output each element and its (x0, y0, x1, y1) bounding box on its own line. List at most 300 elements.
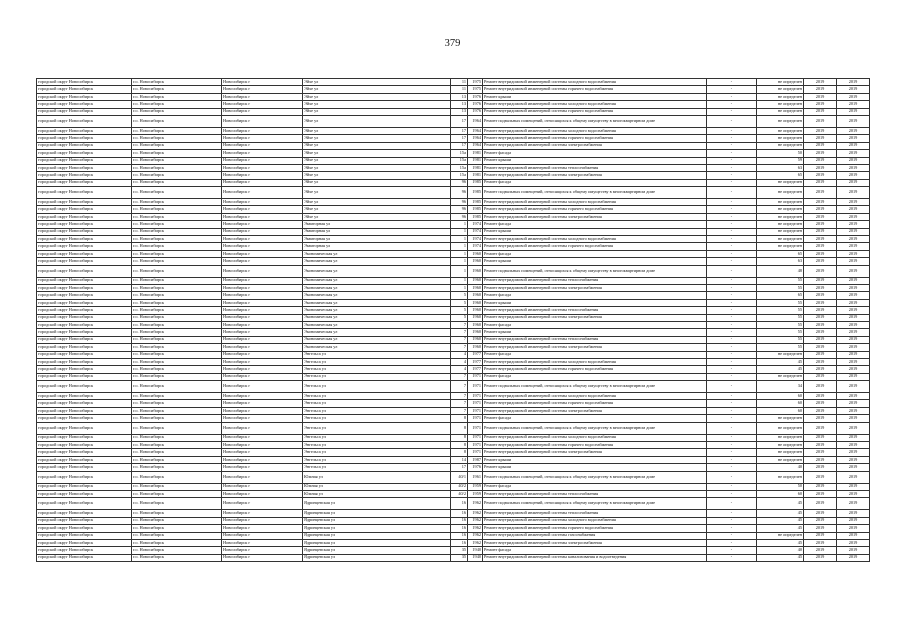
cell-work-type: Ремонт внутридомовой инженерной системы холодного водоснабжения (483, 517, 707, 524)
cell-house: 7 (451, 321, 468, 328)
cell-year: 1974 (468, 221, 483, 228)
cell-work-type: Ремонт внутридомовой инженерной системы холодного водоснабжения (483, 127, 707, 134)
cell-year-start: 2019 (804, 422, 837, 434)
cell-city: Новосибирск г (222, 243, 303, 250)
cell-year-end: 2019 (837, 498, 870, 510)
table-row (37, 164, 870, 171)
cell-year: 1960 (468, 344, 483, 351)
cell-okrug: городской округ Новосибирск (37, 351, 132, 358)
cell-city: Новосибирск г (222, 292, 303, 299)
cell-street: Эйхе ул (303, 150, 451, 157)
cell-street: Ядринцевская ул (303, 539, 451, 546)
cell-area: - (707, 321, 757, 328)
cell-area: - (707, 393, 757, 400)
cell-year-start: 2019 (804, 221, 837, 228)
cell-house: 16 (451, 539, 468, 546)
cell-okrug: городской округ Новосибирск (37, 344, 132, 351)
table-row (37, 277, 870, 284)
cell-street: Энгельса ул (303, 415, 451, 422)
cell-work-type: Ремонт фасада (483, 415, 707, 422)
cell-city: Новосибирск г (222, 532, 303, 539)
cell-settlement: г.о. Новосибирск (132, 498, 222, 510)
cell-year-end: 2019 (837, 456, 870, 463)
cell-year-end: 2019 (837, 142, 870, 149)
cell-year: 1960 (468, 307, 483, 314)
cell-cost: не определен (757, 532, 804, 539)
table-row (37, 539, 870, 546)
cell-work-type: Ремонт подвальных помещений, относящихся к общему имуществу в многоквартирном доме (483, 498, 707, 510)
cell-street: Энгельса ул (303, 464, 451, 471)
cell-area: - (707, 517, 757, 524)
cell-street: Энгельса ул (303, 373, 451, 380)
cell-street: Южная ул (303, 490, 451, 497)
cell-cost: не определен (757, 442, 804, 449)
cell-house: 1 (451, 284, 468, 291)
cell-settlement: г.о. Новосибирск (132, 108, 222, 115)
cell-year-end: 2019 (837, 381, 870, 393)
cell-year-end: 2019 (837, 547, 870, 554)
cell-work-type: Ремонт фасада (483, 351, 707, 358)
cell-year-end: 2019 (837, 93, 870, 100)
cell-settlement: г.о. Новосибирск (132, 366, 222, 373)
page-number: 379 (444, 38, 461, 49)
cell-year-end: 2019 (837, 213, 870, 220)
cell-work-type: Ремонт фасада (483, 321, 707, 328)
cell-year-end: 2019 (837, 442, 870, 449)
cell-house: 17 (451, 135, 468, 142)
cell-okrug: городской округ Новосибирск (37, 307, 132, 314)
cell-street: Экономическая ул (303, 292, 451, 299)
cell-city: Новосибирск г (222, 329, 303, 336)
cell-city: Новосибирск г (222, 510, 303, 517)
cell-cost: не определен (757, 206, 804, 213)
cell-year-end: 2019 (837, 115, 870, 127)
cell-settlement: г.о. Новосибирск (132, 277, 222, 284)
cell-city: Новосибирск г (222, 179, 303, 186)
cell-year: 1960 (468, 258, 483, 265)
cell-cost: не определен (757, 79, 804, 86)
cell-city: Новосибирск г (222, 554, 303, 561)
cell-year-end: 2019 (837, 265, 870, 277)
table-row (37, 127, 870, 134)
cell-okrug: городской округ Новосибирск (37, 393, 132, 400)
cell-year-start: 2019 (804, 434, 837, 441)
cell-cost: не определен (757, 228, 804, 235)
cell-house: 8 (451, 422, 468, 434)
cell-area: - (707, 164, 757, 171)
cell-year-start: 2019 (804, 471, 837, 483)
table-row (37, 344, 870, 351)
cell-year: 1964 (468, 115, 483, 127)
cell-street: Экваторная ул (303, 228, 451, 235)
cell-house: 7 (451, 344, 468, 351)
cell-year-start: 2019 (804, 199, 837, 206)
cell-year: 1964 (468, 135, 483, 142)
cell-okrug: городской округ Новосибирск (37, 86, 132, 93)
cell-settlement: г.о. Новосибирск (132, 265, 222, 277)
cell-area: - (707, 351, 757, 358)
cell-settlement: г.о. Новосибирск (132, 539, 222, 546)
cell-year: 1940 (468, 554, 483, 561)
cell-cost: не определен (757, 108, 804, 115)
cell-year: 1976 (468, 93, 483, 100)
table-row (37, 213, 870, 220)
cell-cost: 50 (757, 150, 804, 157)
table-row (37, 498, 870, 510)
cell-year-start: 2019 (804, 415, 837, 422)
cell-city: Новосибирск г (222, 142, 303, 149)
cell-settlement: г.о. Новосибирск (132, 314, 222, 321)
cell-okrug: городской округ Новосибирск (37, 157, 132, 164)
cell-city: Новосибирск г (222, 434, 303, 441)
cell-cost: 60 (757, 407, 804, 414)
cell-year-start: 2019 (804, 344, 837, 351)
cell-year-start: 2019 (804, 510, 837, 517)
cell-year-start: 2019 (804, 336, 837, 343)
cell-year-end: 2019 (837, 344, 870, 351)
cell-settlement: г.о. Новосибирск (132, 373, 222, 380)
cell-year-end: 2019 (837, 329, 870, 336)
cell-year: 1985 (468, 206, 483, 213)
cell-house: 17 (451, 464, 468, 471)
cell-work-type: Ремонт внутридомовой инженерной системы горячего водоснабжения (483, 243, 707, 250)
table-row (37, 314, 870, 321)
cell-year-start: 2019 (804, 299, 837, 306)
table-row (37, 206, 870, 213)
cell-cost: 45 (757, 525, 804, 532)
cell-city: Новосибирск г (222, 157, 303, 164)
cell-year: 1975 (468, 86, 483, 93)
cell-okrug: городской округ Новосибирск (37, 434, 132, 441)
cell-city: Новосибирск г (222, 498, 303, 510)
cell-year-end: 2019 (837, 517, 870, 524)
cell-cost: 59 (757, 157, 804, 164)
cell-city: Новосибирск г (222, 199, 303, 206)
cell-year-start: 2019 (804, 172, 837, 179)
cell-area: - (707, 329, 757, 336)
cell-year: 1974 (468, 236, 483, 243)
cell-year-start: 2019 (804, 490, 837, 497)
cell-work-type: Ремонт фасада (483, 483, 707, 490)
cell-city: Новосибирск г (222, 108, 303, 115)
cell-street: Эйхе ул (303, 213, 451, 220)
cell-settlement: г.о. Новосибирск (132, 292, 222, 299)
cell-city: Новосибирск г (222, 277, 303, 284)
cell-year-end: 2019 (837, 314, 870, 321)
cell-city: Новосибирск г (222, 187, 303, 199)
table-row (37, 483, 870, 490)
table-row (37, 471, 870, 483)
cell-okrug: городской округ Новосибирск (37, 539, 132, 546)
cell-year-end: 2019 (837, 292, 870, 299)
cell-work-type: Ремонт фасада (483, 150, 707, 157)
cell-cost: 55 (757, 284, 804, 291)
cell-house: 35 (451, 547, 468, 554)
cell-settlement: г.о. Новосибирск (132, 150, 222, 157)
table-row (37, 329, 870, 336)
cell-okrug: городской округ Новосибирск (37, 213, 132, 220)
table-row (37, 187, 870, 199)
cell-area: - (707, 483, 757, 490)
cell-street: Энгельса ул (303, 366, 451, 373)
cell-street: Эйхе ул (303, 86, 451, 93)
cell-year-end: 2019 (837, 127, 870, 134)
cell-year-end: 2019 (837, 366, 870, 373)
cell-okrug: городской округ Новосибирск (37, 471, 132, 483)
cell-area: - (707, 277, 757, 284)
cell-year: 1985 (468, 187, 483, 199)
cell-area: - (707, 172, 757, 179)
cell-okrug: городской округ Новосибирск (37, 108, 132, 115)
cell-year: 1959 (468, 483, 483, 490)
cell-city: Новосибирск г (222, 206, 303, 213)
cell-year: 1981 (468, 164, 483, 171)
cell-house: 96 (451, 213, 468, 220)
cell-work-type: Ремонт крыши (483, 464, 707, 471)
cell-year: 1960 (468, 314, 483, 321)
table-row (37, 373, 870, 380)
cell-year: 1977 (468, 366, 483, 373)
table-row (37, 115, 870, 127)
cell-okrug: городской округ Новосибирск (37, 179, 132, 186)
cell-settlement: г.о. Новосибирск (132, 187, 222, 199)
cell-settlement: г.о. Новосибирск (132, 307, 222, 314)
cell-area: - (707, 442, 757, 449)
cell-year-end: 2019 (837, 172, 870, 179)
cell-settlement: г.о. Новосибирск (132, 517, 222, 524)
cell-street: Эйхе ул (303, 179, 451, 186)
cell-cost: 55 (757, 299, 804, 306)
cell-city: Новосибирск г (222, 358, 303, 365)
cell-cost: 65 (757, 292, 804, 299)
table-row (37, 179, 870, 186)
cell-house: 16 (451, 498, 468, 510)
cell-okrug: городской округ Новосибирск (37, 206, 132, 213)
cell-settlement: г.о. Новосибирск (132, 449, 222, 456)
cell-year-end: 2019 (837, 206, 870, 213)
cell-street: Энгельса ул (303, 449, 451, 456)
cell-street: Энгельса ул (303, 358, 451, 365)
cell-year-start: 2019 (804, 321, 837, 328)
cell-okrug: городской округ Новосибирск (37, 547, 132, 554)
cell-city: Новосибирск г (222, 228, 303, 235)
cell-street: Ядринцевская ул (303, 525, 451, 532)
cell-street: Эйхе ул (303, 101, 451, 108)
cell-year-end: 2019 (837, 321, 870, 328)
cell-house: 16 (451, 517, 468, 524)
table-row (37, 221, 870, 228)
cell-settlement: г.о. Новосибирск (132, 206, 222, 213)
cell-year-start: 2019 (804, 539, 837, 546)
cell-year-start: 2019 (804, 292, 837, 299)
cell-year-start: 2019 (804, 464, 837, 471)
cell-year: 1962 (468, 525, 483, 532)
cell-year-end: 2019 (837, 135, 870, 142)
cell-year-end: 2019 (837, 471, 870, 483)
cell-city: Новосибирск г (222, 373, 303, 380)
cell-city: Новосибирск г (222, 236, 303, 243)
cell-city: Новосибирск г (222, 422, 303, 434)
cell-year-end: 2019 (837, 434, 870, 441)
cell-cost: 40 (757, 464, 804, 471)
cell-year-start: 2019 (804, 358, 837, 365)
cell-year-start: 2019 (804, 307, 837, 314)
cell-work-type: Ремонт внутридомовой инженерной системы холодного водоснабжения (483, 199, 707, 206)
cell-year: 1962 (468, 498, 483, 510)
cell-work-type: Ремонт подвальных помещений, относящихся к общему имуществу в многоквартирном доме (483, 265, 707, 277)
table-row (37, 393, 870, 400)
table-row (37, 525, 870, 532)
cell-work-type: Ремонт внутридомовой инженерной системы горячего водоснабжения (483, 366, 707, 373)
cell-okrug: городской округ Новосибирск (37, 101, 132, 108)
cell-street: Эйхе ул (303, 206, 451, 213)
cell-area: - (707, 407, 757, 414)
cell-year: 1971 (468, 442, 483, 449)
cell-cost: не определен (757, 115, 804, 127)
cell-settlement: г.о. Новосибирск (132, 358, 222, 365)
cell-settlement: г.о. Новосибирск (132, 525, 222, 532)
cell-okrug: городской округ Новосибирск (37, 400, 132, 407)
cell-cost: 60 (757, 490, 804, 497)
cell-year-start: 2019 (804, 79, 837, 86)
cell-cost: 34 (757, 381, 804, 393)
cell-okrug: городской округ Новосибирск (37, 142, 132, 149)
cell-city: Новосибирск г (222, 115, 303, 127)
cell-settlement: г.о. Новосибирск (132, 351, 222, 358)
cell-street: Энгельса ул (303, 381, 451, 393)
cell-year-start: 2019 (804, 265, 837, 277)
cell-settlement: г.о. Новосибирск (132, 221, 222, 228)
cell-work-type: Ремонт внутридомовой инженерной системы холодного водоснабжения (483, 79, 707, 86)
cell-city: Новосибирск г (222, 393, 303, 400)
cell-year: 1960 (468, 284, 483, 291)
cell-settlement: г.о. Новосибирск (132, 172, 222, 179)
cell-year-start: 2019 (804, 101, 837, 108)
cell-area: - (707, 314, 757, 321)
cell-cost: не определен (757, 221, 804, 228)
table-row (37, 351, 870, 358)
cell-year-end: 2019 (837, 510, 870, 517)
cell-area: - (707, 373, 757, 380)
cell-street: Эйхе ул (303, 115, 451, 127)
cell-area: - (707, 150, 757, 157)
cell-year-end: 2019 (837, 258, 870, 265)
cell-settlement: г.о. Новосибирск (132, 79, 222, 86)
cell-okrug: городской округ Новосибирск (37, 292, 132, 299)
cell-house: 11 (451, 86, 468, 93)
cell-area: - (707, 115, 757, 127)
cell-year: 1971 (468, 407, 483, 414)
cell-cost: не определен (757, 101, 804, 108)
cell-year: 1985 (468, 213, 483, 220)
cell-settlement: г.о. Новосибирск (132, 258, 222, 265)
cell-cost: 55 (757, 277, 804, 284)
cell-area: - (707, 434, 757, 441)
cell-street: Экваторная ул (303, 221, 451, 228)
cell-year-end: 2019 (837, 393, 870, 400)
cell-city: Новосибирск г (222, 321, 303, 328)
cell-street: Экономическая ул (303, 307, 451, 314)
cell-year-end: 2019 (837, 101, 870, 108)
cell-city: Новосибирск г (222, 539, 303, 546)
cell-okrug: городской округ Новосибирск (37, 525, 132, 532)
cell-house: 8 (451, 442, 468, 449)
cell-okrug: городской округ Новосибирск (37, 373, 132, 380)
cell-year-start: 2019 (804, 449, 837, 456)
cell-year: 1959 (468, 490, 483, 497)
cell-cost: не определен (757, 199, 804, 206)
table-row (37, 449, 870, 456)
cell-area: - (707, 221, 757, 228)
cell-year-start: 2019 (804, 86, 837, 93)
cell-year: 1962 (468, 539, 483, 546)
cell-cost: 55 (757, 329, 804, 336)
cell-house: 8 (451, 415, 468, 422)
cell-cost: 45 (757, 517, 804, 524)
cell-year-start: 2019 (804, 407, 837, 414)
cell-city: Новосибирск г (222, 150, 303, 157)
cell-year-start: 2019 (804, 228, 837, 235)
cell-year: 1977 (468, 351, 483, 358)
cell-work-type: Ремонт внутридомовой инженерной системы теплоснабжения (483, 336, 707, 343)
cell-work-type: Ремонт подвальных помещений, относящихся к общему имуществу в многоквартирном доме (483, 471, 707, 483)
table-row (37, 135, 870, 142)
cell-year-start: 2019 (804, 381, 837, 393)
table-row (37, 101, 870, 108)
cell-area: - (707, 449, 757, 456)
cell-year-start: 2019 (804, 179, 837, 186)
cell-street: Энгельса ул (303, 442, 451, 449)
cell-year-end: 2019 (837, 351, 870, 358)
cell-okrug: городской округ Новосибирск (37, 490, 132, 497)
cell-okrug: городской округ Новосибирск (37, 250, 132, 257)
cell-year-start: 2019 (804, 517, 837, 524)
cell-cost: 55 (757, 344, 804, 351)
cell-street: Ядринцевская ул (303, 554, 451, 561)
cell-year: 1971 (468, 373, 483, 380)
cell-city: Новосибирск г (222, 284, 303, 291)
cell-year: 1976 (468, 464, 483, 471)
cell-cost: 45 (757, 539, 804, 546)
cell-year-end: 2019 (837, 539, 870, 546)
table-row (37, 307, 870, 314)
cell-year-end: 2019 (837, 307, 870, 314)
cell-work-type: Ремонт крыши (483, 157, 707, 164)
cell-okrug: городской округ Новосибирск (37, 115, 132, 127)
cell-cost: не определен (757, 236, 804, 243)
cell-area: - (707, 299, 757, 306)
cell-year-start: 2019 (804, 164, 837, 171)
cell-year-end: 2019 (837, 532, 870, 539)
cell-year-start: 2019 (804, 525, 837, 532)
cell-street: Эйхе ул (303, 142, 451, 149)
cell-work-type: Ремонт внутридомовой инженерной системы электроснабжения (483, 213, 707, 220)
cell-settlement: г.о. Новосибирск (132, 164, 222, 171)
cell-work-type: Ремонт внутридомовой инженерной системы электроснабжения (483, 284, 707, 291)
cell-area: - (707, 265, 757, 277)
cell-settlement: г.о. Новосибирск (132, 115, 222, 127)
cell-year: 1940 (468, 547, 483, 554)
cell-work-type: Ремонт внутридомовой инженерной системы канализования и водоотведения (483, 554, 707, 561)
cell-year-start: 2019 (804, 547, 837, 554)
cell-street: Эйхе ул (303, 93, 451, 100)
cell-cost: 40 (757, 547, 804, 554)
cell-city: Новосибирск г (222, 101, 303, 108)
cell-house: 5 (451, 314, 468, 321)
cell-street: Энгельса ул (303, 456, 451, 463)
cell-street: Ядринцевская ул (303, 510, 451, 517)
cell-year: 1960 (468, 299, 483, 306)
